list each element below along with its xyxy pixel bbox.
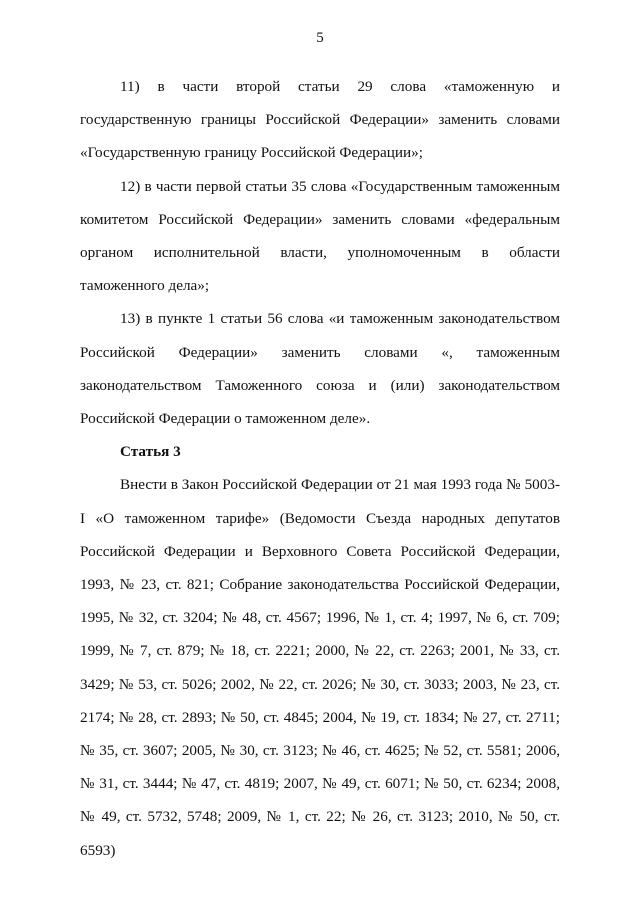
article-paragraph: Внести в Закон Российской Федерации от 21 мая 1993 года № 5003-I «О таможенном тарифе» (Ведомости Съезда народных депутатов Российской Федерации и Верховного Совета Российской Федерации, 1993, № 23, ст. 821; Собрание законодательства Российской Федерации, 1995, № 32, ст. 3204; № 48, ст. 4567; 1996, № 1, ст. 4; 1997, № 6, ст. 709; 1999, № 7, ст. 879; № 18, ст. 2221; 2000, № 22, ст. 2263; 2001, № 33, ст. 3429; № 53, ст. 5026; 2002, № 22, ст. 2026; № 30, ст. 3033; 2003, № 23, ст. 2174; № 28, ст. 2893; № 50, ст. 4845; 2004, № 19, ст. 1834; № 27, ст. 2711; № 35, ст. 3607; 2005, № 30, ст. 3123; № 46, ст. 4625; № 52, ст. 5581; 2006, № 31, ст. 3444; № 47, ст. 4819; 2007, № 49, ст. 6071; № 50, ст. 6234; 2008, № 49, ст. 5732, 5748; 2009, № 1, ст. 22; № 26, ст. 3123; 2010, № 50, ст. 6593) — [80, 476, 560, 859]
list-item-11: 11) в части второй статьи 29 слова «таможенную и государственную границы Российской Федерации» заменить словами «Государственную границу Российской Федерации»; — [80, 78, 560, 162]
page-number: 5 — [316, 30, 324, 46]
article-heading: Статья 3 — [120, 443, 181, 461]
document-body — [80, 70, 560, 867]
list-item-13: 13) в пункте 1 статьи 56 слова «и таможенным законодательством Российской Федерации» заменить словами «, таможенным законодательством Таможенного союза и (или) законодательством Российской Федерации о таможенном деле». — [80, 310, 560, 428]
list-item-12: 12) в части первой статьи 35 слова «Государственным таможенным комитетом Российской Федерации» заменить словами «федеральным органом исполнительной власти, уполномоченным в области таможенного дела»; — [80, 177, 560, 295]
